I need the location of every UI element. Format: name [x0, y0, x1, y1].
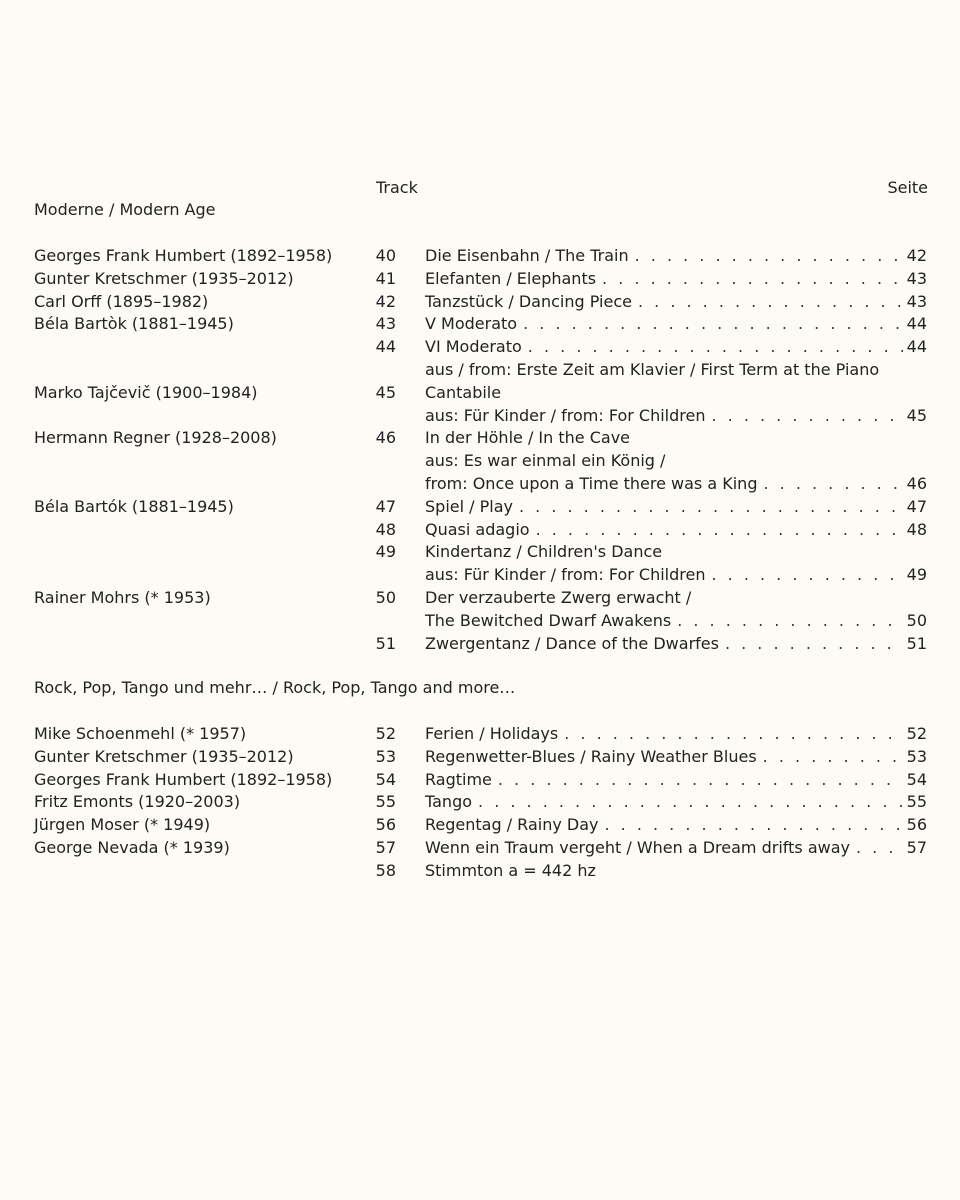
page-column-header: Seite	[887, 178, 928, 197]
dot-leader	[763, 472, 902, 495]
track-number: 54	[375, 769, 396, 789]
piece-title: Spiel / Play	[425, 496, 513, 516]
composer-name: Georges Frank Humbert (1892–1958)	[34, 246, 333, 265]
page-number: 43	[906, 268, 927, 288]
composer-name: George Nevada (* 1939)	[34, 838, 230, 857]
dot-leader	[602, 267, 903, 290]
contents-row	[0, 563, 960, 586]
contents-row	[0, 859, 960, 882]
piece-title: Tango	[425, 792, 473, 812]
track-number: 45	[375, 382, 396, 402]
page-number: 56	[906, 815, 927, 835]
composer-name: Gunter Kretschmer (1935–2012)	[34, 268, 294, 288]
piece-title: Zwergentanz / Dance of the Dwarfes	[425, 633, 719, 653]
composer-name: Jürgen Moser (* 1949)	[34, 815, 211, 835]
piece-title: Regentag / Rainy Day	[425, 815, 599, 835]
dot-leader	[763, 745, 903, 768]
piece-entry	[425, 244, 927, 267]
piece-entry	[425, 426, 927, 449]
track-number: 43	[375, 314, 396, 334]
piece-title: aus: Für Kinder / from: For Children	[425, 405, 706, 425]
piece-entry	[425, 768, 927, 791]
contents-row	[0, 790, 960, 813]
dot-leader	[519, 495, 903, 518]
dot-leader	[677, 609, 902, 632]
dot-leader	[536, 518, 903, 541]
piece-title: aus / from: Erste Zeit am Klavier / First Term at the Piano	[425, 360, 880, 379]
page-number: 44	[906, 337, 927, 357]
track-number: 57	[375, 838, 396, 857]
contents-row	[0, 358, 960, 381]
page-number: 48	[906, 519, 927, 539]
piece-title: V Moderato	[425, 314, 518, 334]
section-title: Moderne / Modern Age	[34, 200, 216, 219]
piece-entry	[425, 404, 927, 427]
page-number: 43	[906, 291, 927, 311]
piece-entry	[425, 518, 927, 541]
dot-leader	[523, 312, 903, 335]
piece-title: from: Once upon a Time there was a King	[425, 474, 758, 493]
composer-name: Fritz Emonts (1920–2003)	[34, 792, 241, 812]
page-number: 46	[906, 474, 927, 493]
piece-title: In der Höhle / In the Cave	[425, 428, 630, 448]
contents-row	[0, 290, 960, 313]
track-number: 47	[375, 496, 396, 516]
page-number: 42	[906, 246, 927, 265]
piece-entry	[425, 472, 927, 495]
section-title: Rock, Pop, Tango und mehr… / Rock, Pop, Tango and more…	[34, 678, 516, 697]
page-number: 54	[906, 769, 927, 789]
piece-title: Elefanten / Elephants	[425, 268, 597, 288]
page-number: 45	[906, 405, 927, 425]
piece-title: Regenwetter-Blues / Rainy Weather Blues	[425, 746, 757, 766]
piece-entry	[425, 358, 927, 381]
piece-entry	[425, 790, 927, 813]
piece-entry	[425, 836, 927, 859]
dot-leader	[635, 244, 903, 267]
piece-title: Kindertanz / Children's Dance	[425, 542, 663, 562]
dot-leader	[638, 290, 903, 313]
piece-entry	[425, 813, 927, 836]
contents-row	[0, 745, 960, 768]
composer-name: Carl Orff (1895–1982)	[34, 291, 209, 311]
contents-row	[0, 813, 960, 836]
composer-name: Rainer Mohrs (* 1953)	[34, 588, 211, 607]
track-number: 44	[375, 337, 396, 357]
piece-entry	[425, 540, 927, 563]
composer-name: Mike Schoenmehl (* 1957)	[34, 724, 247, 743]
piece-title: The Bewitched Dwarf Awakens	[425, 610, 672, 630]
contents-row	[0, 335, 960, 358]
page-number: 50	[906, 610, 927, 630]
dot-leader	[604, 813, 902, 836]
track-number: 42	[375, 291, 396, 311]
dot-leader	[711, 404, 902, 427]
piece-title: aus: Es war einmal ein König /	[425, 451, 666, 471]
dot-leader	[711, 563, 902, 586]
contents-row	[0, 836, 960, 859]
piece-title: VI Moderato	[425, 337, 522, 357]
contents-row	[0, 586, 960, 609]
piece-entry	[425, 563, 927, 586]
piece-entry	[425, 632, 927, 655]
composer-name: Georges Frank Humbert (1892–1958)	[34, 769, 333, 789]
dot-leader	[478, 790, 903, 813]
piece-title: Tanzstück / Dancing Piece	[425, 291, 632, 311]
piece-entry	[425, 335, 927, 358]
page-number: 49	[906, 565, 927, 585]
track-number: 50	[375, 588, 396, 607]
composer-name: Gunter Kretschmer (1935–2012)	[34, 746, 294, 766]
piece-entry	[425, 859, 927, 882]
piece-entry	[425, 609, 927, 632]
contents-row	[0, 722, 960, 745]
track-column-header: Track	[376, 178, 418, 197]
piece-entry	[425, 267, 927, 290]
track-number: 40	[375, 246, 396, 265]
contents-row	[0, 312, 960, 335]
dot-leader	[564, 722, 902, 745]
composer-name: Marko Tajčevič (1900–1984)	[34, 382, 258, 402]
contents-row	[0, 609, 960, 632]
page-number: 47	[906, 496, 927, 516]
piece-entry	[425, 495, 927, 518]
piece-title: Der verzauberte Zwerg erwacht /	[425, 588, 692, 607]
track-number: 53	[375, 746, 396, 766]
track-number: 51	[375, 633, 396, 653]
track-number: 55	[375, 792, 396, 812]
page-number: 53	[906, 746, 927, 766]
piece-title: aus: Für Kinder / from: For Children	[425, 565, 706, 585]
track-number: 41	[375, 268, 396, 288]
piece-entry	[425, 449, 927, 472]
contents-row	[0, 449, 960, 472]
page-number: 51	[906, 633, 927, 653]
track-number: 49	[375, 542, 396, 562]
contents-row	[0, 404, 960, 427]
contents-row	[0, 244, 960, 267]
piece-entry	[425, 381, 927, 404]
piece-entry	[425, 586, 927, 609]
piece-title: Ragtime	[425, 769, 492, 789]
page-number: 44	[906, 314, 927, 334]
piece-title: Quasi adagio	[425, 519, 530, 539]
track-number: 46	[375, 428, 396, 448]
contents-row	[0, 267, 960, 290]
piece-entry	[425, 312, 927, 335]
dot-leader	[498, 768, 903, 791]
track-number: 58	[375, 860, 396, 880]
contents-row	[0, 518, 960, 541]
piece-title: Die Eisenbahn / The Train	[425, 246, 629, 265]
contents-row	[0, 381, 960, 404]
track-number: 52	[375, 724, 396, 743]
piece-title: Cantabile	[425, 382, 502, 402]
contents-row	[0, 495, 960, 518]
track-number: 48	[375, 519, 396, 539]
composer-name: Béla Bartók (1881–1945)	[34, 496, 234, 516]
composer-name: Béla Bartòk (1881–1945)	[34, 314, 234, 334]
track-number: 56	[375, 815, 396, 835]
contents-row	[0, 540, 960, 563]
piece-title: Wenn ein Traum vergeht / When a Dream drifts away	[425, 838, 850, 857]
dot-leader	[528, 335, 903, 358]
dot-leader	[725, 632, 903, 655]
composer-name: Hermann Regner (1928–2008)	[34, 428, 277, 448]
page-number: 55	[906, 792, 927, 812]
piece-entry	[425, 722, 927, 745]
piece-title: Stimmton a = 442 hz	[425, 860, 596, 880]
contents-row	[0, 768, 960, 791]
contents-row	[0, 472, 960, 495]
piece-title: Ferien / Holidays	[425, 724, 559, 743]
dot-leader	[856, 836, 903, 859]
piece-entry	[425, 290, 927, 313]
page-number: 57	[906, 838, 927, 857]
piece-entry	[425, 745, 927, 768]
contents-row	[0, 632, 960, 655]
contents-row	[0, 426, 960, 449]
page-number: 52	[906, 724, 927, 743]
